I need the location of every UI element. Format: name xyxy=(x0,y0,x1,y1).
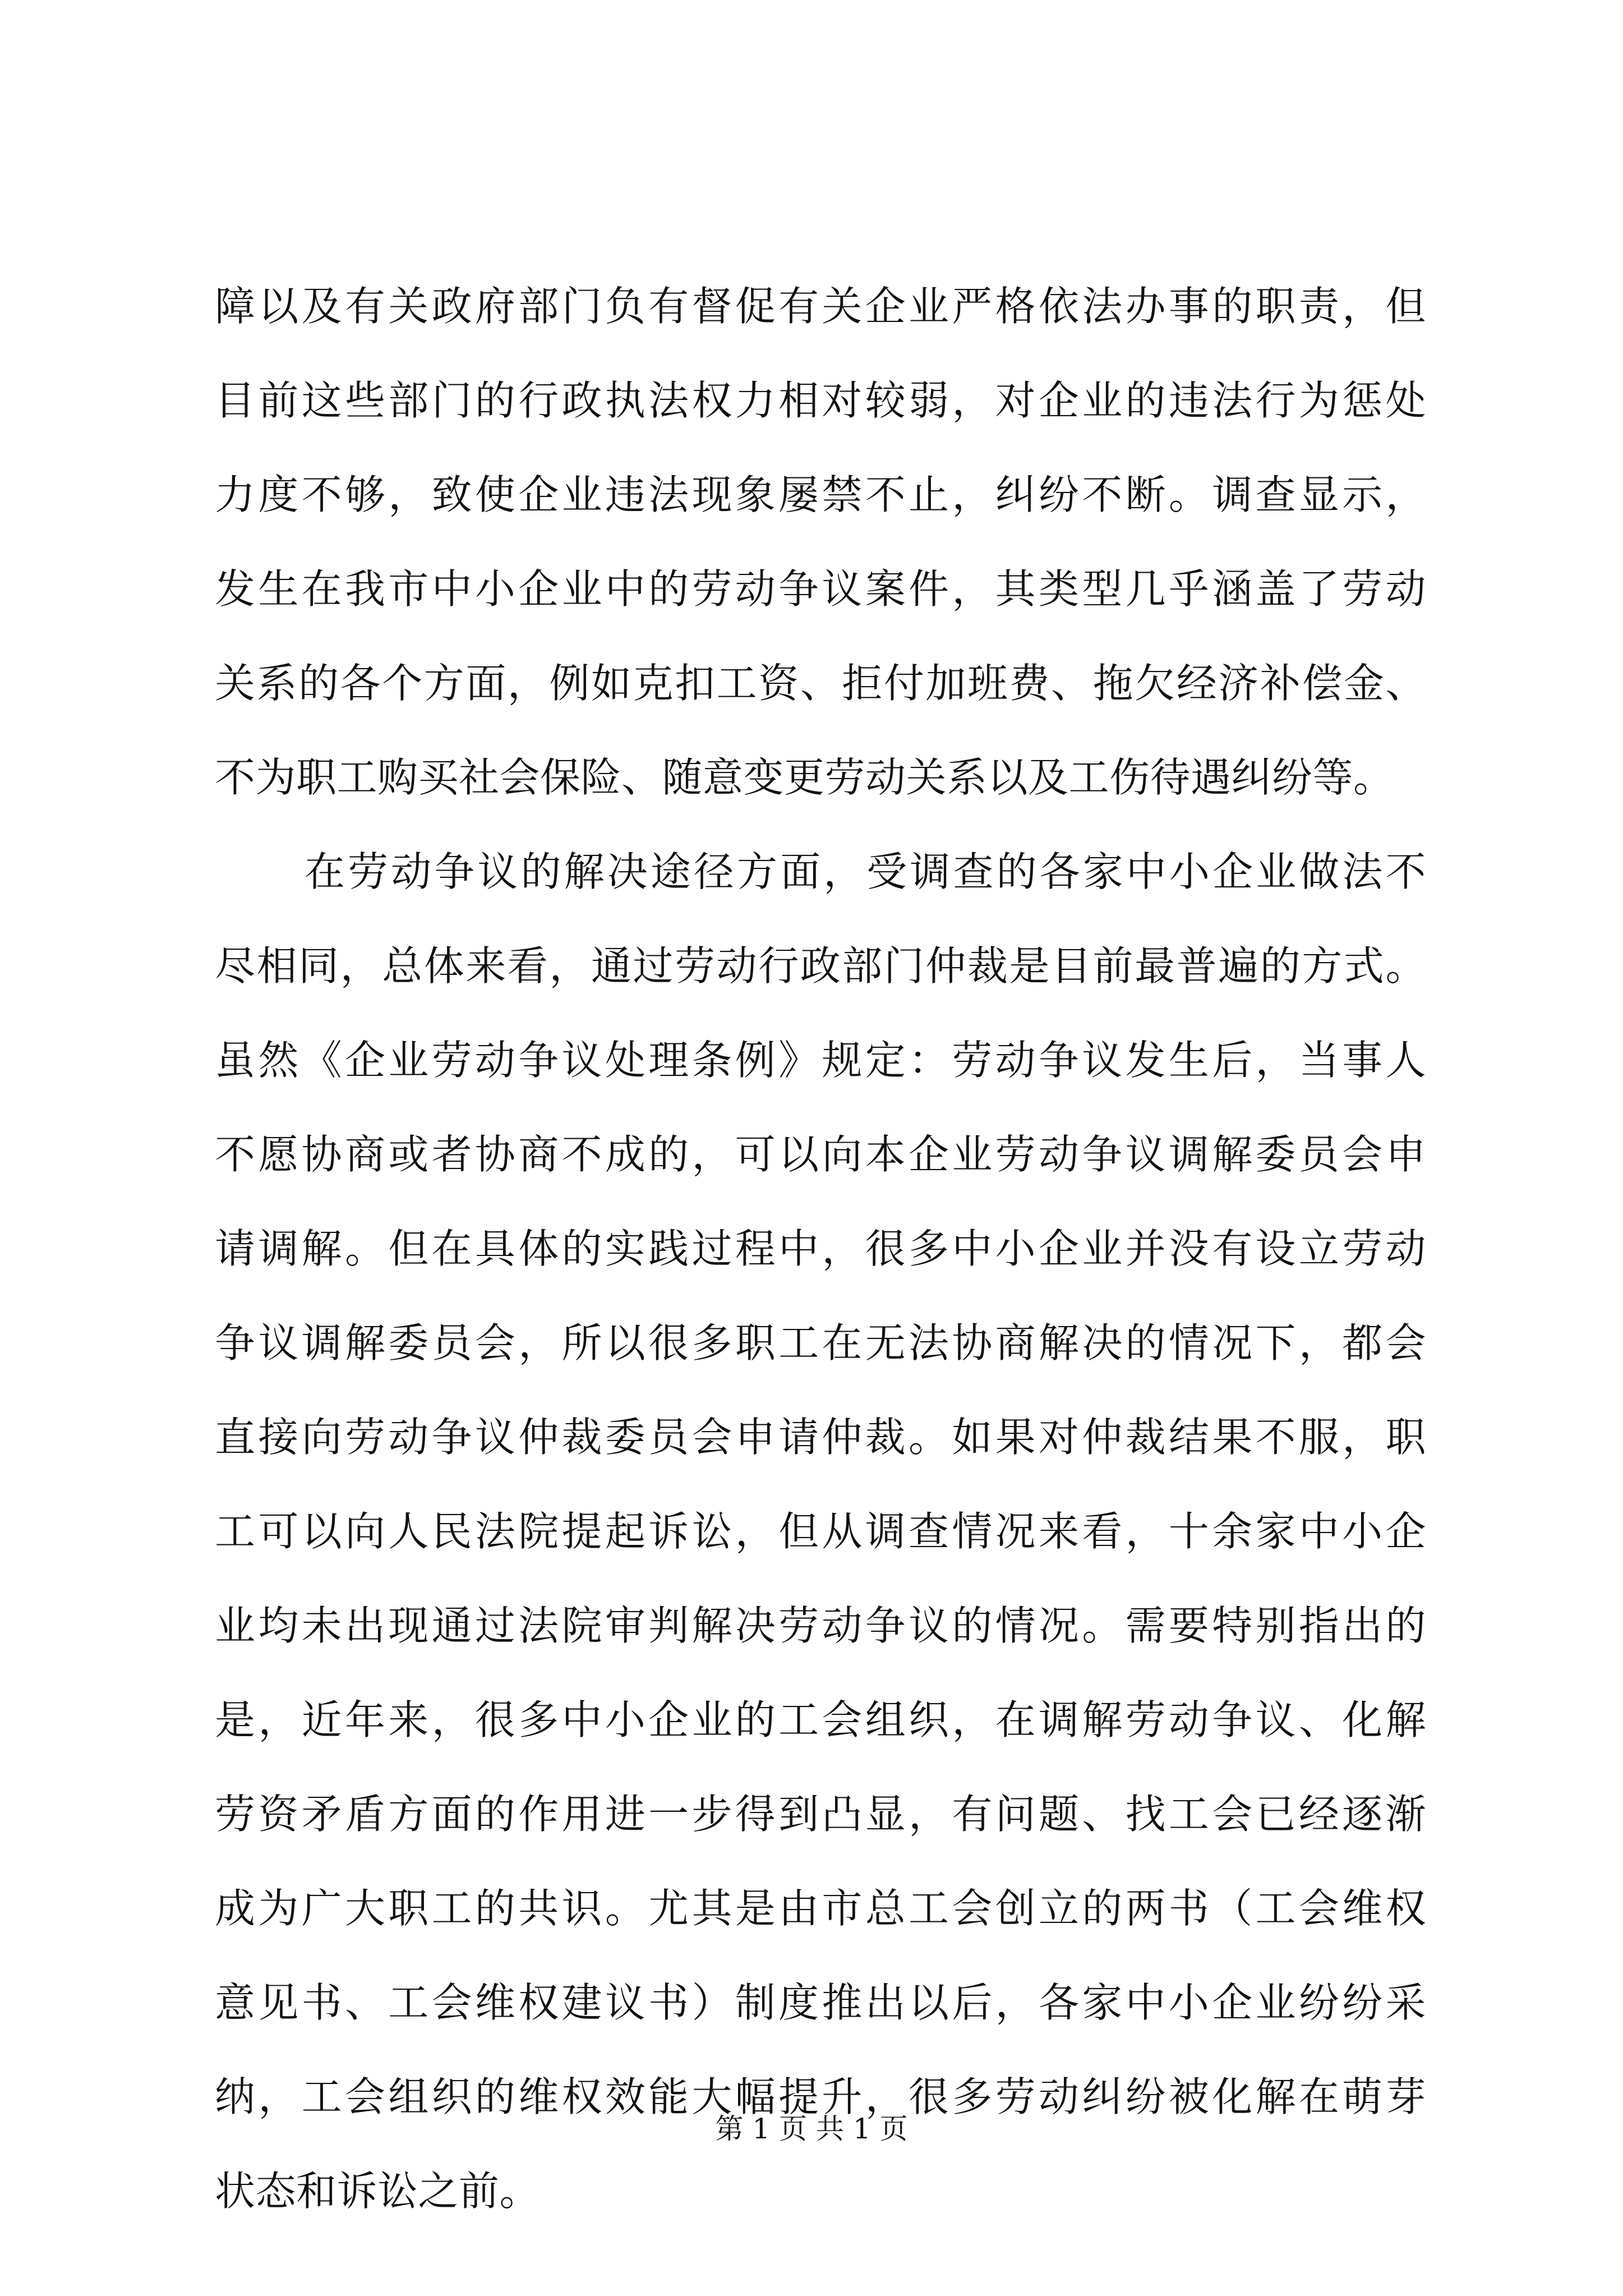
text-line: 虽然《企业劳动争议处理条例》规定：劳动争议发生后，当事人 xyxy=(215,1037,1426,1084)
paragraph xyxy=(215,259,1426,825)
text-line: 劳资矛盾方面的作用进一步得到凸显，有问题、找工会已经逐渐 xyxy=(215,1791,1426,1838)
text-line: 在劳动争议的解决途径方面，受调查的各家中小企业做法不 xyxy=(305,848,1426,895)
text-line: 意见书、工会维权建议书）制度推出以后，各家中小企业纷纷采 xyxy=(215,1979,1426,2026)
text-line: 尽相同，总体来看，通过劳动行政部门仲裁是目前最普遍的方式。 xyxy=(215,942,1426,990)
text-line: 障以及有关政府部门负有督促有关企业严格依法办事的职责，但 xyxy=(215,283,1426,330)
text-line: 争议调解委员会，所以很多职工在无法协商解决的情况下，都会 xyxy=(215,1319,1426,1366)
text-line: 状态和诉讼之前。 xyxy=(215,2168,541,2215)
text-line: 纳，工会组织的维权效能大幅提升，很多劳动纠纷被化解在萌芽 xyxy=(215,2073,1426,2120)
document-body xyxy=(215,259,1426,2238)
text-line: 发生在我市中小企业中的劳动争议案件，其类型几乎涵盖了劳动 xyxy=(215,565,1426,613)
page-footer: 第 1 页 共 1 页 xyxy=(715,2113,908,2145)
text-line: 力度不够，致使企业违法现象屡禁不止，纠纷不断。调查显示， xyxy=(215,471,1426,518)
text-line: 工可以向人民法院提起诉讼，但从调查情况来看，十余家中小企 xyxy=(215,1508,1426,1555)
paragraph xyxy=(215,825,1426,2238)
text-line: 不为职工购买社会保险、随意变更劳动关系以及工伤待遇纠纷等。 xyxy=(215,754,1394,801)
text-line: 成为广大职工的共识。尤其是由市总工会创立的两书（工会维权 xyxy=(215,1885,1426,1932)
text-line: 直接向劳动争议仲裁委员会申请仲裁。如果对仲裁结果不服，职 xyxy=(215,1414,1426,1461)
text-line: 请调解。但在具体的实践过程中，很多中小企业并没有设立劳动 xyxy=(215,1225,1426,1272)
text-line: 是，近年来，很多中小企业的工会组织，在调解劳动争议、化解 xyxy=(215,1696,1426,1743)
text-line: 业均未出现通过法院审判解决劳动争议的情况。需要特别指出的 xyxy=(215,1602,1426,1649)
text-line: 关系的各个方面，例如克扣工资、拒付加班费、拖欠经济补偿金、 xyxy=(215,660,1426,707)
text-line: 目前这些部门的行政执法权力相对较弱，对企业的违法行为惩处 xyxy=(215,377,1426,424)
text-line: 不愿协商或者协商不成的，可以向本企业劳动争议调解委员会申 xyxy=(215,1131,1426,1178)
